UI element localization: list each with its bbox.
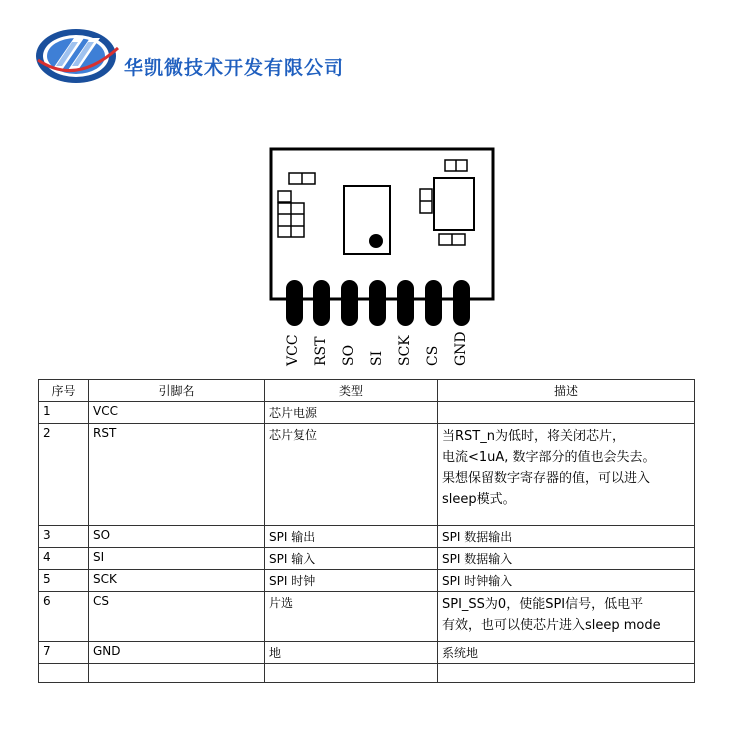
pin-table xyxy=(38,379,695,683)
pin-so xyxy=(341,280,358,326)
pin-gnd xyxy=(453,280,470,326)
crystal xyxy=(434,178,474,230)
desc-line: 果想保留数字寄存器的值，可以进入 xyxy=(442,471,651,486)
cell-desc xyxy=(438,424,695,526)
header-desc: 描述 xyxy=(438,380,695,402)
cell-type: SPI 输出 xyxy=(265,526,438,548)
chip-pin1-dot xyxy=(369,234,383,248)
desc-line: 当RST_n为低时，将关闭芯片， xyxy=(442,429,625,444)
pin-label-si: SI xyxy=(369,350,385,366)
cell-type: 片选 xyxy=(265,592,438,642)
table-row xyxy=(39,642,695,664)
cell-name: CS xyxy=(89,592,265,642)
pin-cs xyxy=(425,280,442,326)
component-left-upper xyxy=(278,191,291,202)
pin-vcc xyxy=(286,280,303,326)
cell-num: 4 xyxy=(39,548,89,570)
cell-name: SI xyxy=(89,548,265,570)
table-row xyxy=(39,664,695,683)
pin-label-vcc: VCC xyxy=(285,334,301,366)
pin-rst xyxy=(313,280,330,326)
pin-si xyxy=(369,280,386,326)
cell-desc xyxy=(438,402,695,424)
table-row xyxy=(39,526,695,548)
cell-desc: SPI 时钟输入 xyxy=(438,570,695,592)
header-type: 类型 xyxy=(265,380,438,402)
cell-name: SO xyxy=(89,526,265,548)
cell-desc xyxy=(438,592,695,642)
pin-label-cs: CS xyxy=(425,345,441,366)
table-row xyxy=(39,592,695,642)
cell-name: VCC xyxy=(89,402,265,424)
main-chip xyxy=(344,186,390,254)
desc-line: sleep模式。 xyxy=(442,492,516,507)
cell-type: 芯片电源 xyxy=(265,402,438,424)
pin-label-rst: RST xyxy=(313,336,329,366)
cell-num: 6 xyxy=(39,592,89,642)
header-name: 引脚名 xyxy=(89,380,265,402)
cell-desc xyxy=(438,664,695,683)
cell-desc: SPI 数据输出 xyxy=(438,526,695,548)
table-row xyxy=(39,402,695,424)
cell-type: 芯片复位 xyxy=(265,424,438,526)
cell-name: SCK xyxy=(89,570,265,592)
desc-line: 有效，也可以使芯片进入sleep mode xyxy=(442,618,661,633)
cell-desc: 系统地 xyxy=(438,642,695,664)
cell-desc: SPI 数据输入 xyxy=(438,548,695,570)
cell-type xyxy=(265,664,438,683)
table-header-row xyxy=(39,380,695,402)
desc-line: 电流<1uA, 数字部分的值也会失去。 xyxy=(442,450,656,465)
cell-num: 2 xyxy=(39,424,89,526)
cell-type: SPI 输入 xyxy=(265,548,438,570)
cell-name: RST xyxy=(89,424,265,526)
cell-name xyxy=(89,664,265,683)
desc-line: SPI_SS为0，使能SPI信号，低电平 xyxy=(442,597,644,612)
table-row xyxy=(39,424,695,526)
cell-num: 1 xyxy=(39,402,89,424)
pin-sck xyxy=(397,280,414,326)
cell-type: SPI 时钟 xyxy=(265,570,438,592)
company-name: 华凯微技术开发有限公司 xyxy=(124,57,345,79)
cell-num: 7 xyxy=(39,642,89,664)
header-num: 序号 xyxy=(39,380,89,402)
table-row xyxy=(39,548,695,570)
pin-label-so: SO xyxy=(341,344,357,366)
pin-label-sck: SCK xyxy=(397,335,413,366)
cell-name: GND xyxy=(89,642,265,664)
cell-num: 5 xyxy=(39,570,89,592)
cell-num xyxy=(39,664,89,683)
cell-num: 3 xyxy=(39,526,89,548)
cell-type: 地 xyxy=(265,642,438,664)
pin-label-gnd: GND xyxy=(453,331,469,366)
table-row xyxy=(39,570,695,592)
